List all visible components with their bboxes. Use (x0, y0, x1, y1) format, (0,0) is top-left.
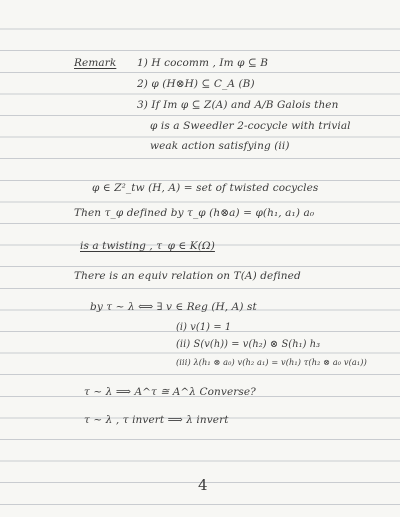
invertibility-line: τ ~ λ , τ invert ⟹ λ invert (84, 414, 229, 426)
remark-item-2: 2) φ (H⊗H) ⊆ C_A (B) (137, 78, 255, 90)
twisting-conclusion-line: is a twisting , τ_φ ∈ K(Ω) (80, 240, 215, 252)
remark-item-3-cont-2: weak action satisfying (ii) (150, 140, 290, 152)
condition-iii: (iii) λ(h₁ ⊗ a₀) v(h₂ a₁) = v(h₁) τ(h₂ ⊗ a₀ v(a₁)) (176, 357, 367, 367)
twisting-definition-line: Then τ_φ defined by τ_φ (h⊗a) = φ(h₁, a₁) a₀ (74, 207, 315, 219)
equiv-relation-intro: There is an equiv relation on T(A) defined (74, 270, 301, 282)
remark-item-3-cont: φ is a Sweedler 2-cocycle with trivial (150, 120, 351, 132)
equiv-relation-by-line: by τ ~ λ ⟺ ∃ v ∈ Reg (H, A) st (90, 301, 257, 313)
remark-item-1: 1) H cocomm , Im φ ⊆ B (137, 57, 269, 69)
remark-heading: Remark (74, 57, 117, 69)
page-number: 4 (198, 476, 208, 494)
remark-item-3: 3) If Im φ ⊆ Z(A) and A/B Galois then (137, 99, 339, 111)
twisted-cocycle-set-line: φ ∈ Z²_tw (H, A) = set of twisted cocycles (92, 182, 319, 194)
condition-ii: (ii) S(v(h)) = v(h₂) ⊗ S(h₁) h₃ (176, 339, 321, 350)
isomorphism-line: τ ~ λ ⟹ A^τ ≅ A^λ Converse? (84, 386, 256, 398)
condition-i: (i) v(1) = 1 (176, 322, 232, 333)
